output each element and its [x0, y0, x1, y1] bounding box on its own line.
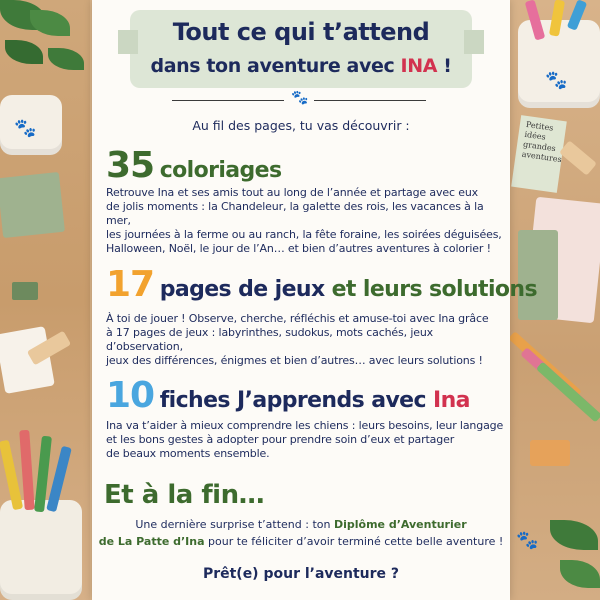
section-label: pages de jeux [159, 277, 325, 302]
binder-clip [12, 282, 38, 300]
note-line: grandes [522, 139, 557, 154]
section-fiches-title [106, 375, 470, 416]
text-line: Retrouve Ina et ses amis tout au long de l’année et partage avec eux [106, 186, 479, 199]
pencil-cup [0, 500, 82, 600]
section-coloriages-text [106, 186, 506, 256]
paw-print-icon: 🐾 [14, 118, 37, 139]
section-number: 10 [106, 375, 155, 416]
text-line: à 17 pages de jeux : labyrinthes, sudokus, mots cachés, jeux d’observation, [106, 326, 434, 353]
text-line: À toi de jouer ! Observe, cherche, réfléchis et amuse-toi avec Ina grâce [106, 312, 489, 325]
note-line: Petites [525, 119, 554, 133]
call-to-action: Prêt(e) pour l’aventure ? [202, 566, 400, 582]
paw-print-icon: 🐾 [545, 70, 568, 91]
section-label: fiches J’apprends avec [159, 388, 434, 413]
section-label-name: Ina [433, 388, 470, 413]
text-line: les journées à la ferme ou au ranch, la fête foraine, les soirées déguisées, [106, 228, 502, 241]
diploma-name: Diplôme d’Aventurier [333, 518, 467, 531]
finale-text: pour te féliciter d’avoir terminé cette belle aventure ! [204, 535, 504, 548]
section-number: 17 [106, 264, 155, 305]
title-name: INA [400, 55, 438, 77]
section-number: 35 [106, 145, 155, 186]
finale-title: Et à la fin… [104, 480, 265, 510]
pencil-sharpener [530, 440, 570, 466]
section-fiches-text [106, 419, 506, 461]
finale-text: Une dernière surprise t’attend : ton [135, 518, 334, 531]
text-line: jeux des différences, énigmes et bien d’autres… avec leurs solutions ! [106, 354, 483, 367]
text-line: de beaux moments ensemble. [106, 447, 270, 460]
title-suffix: ! [437, 55, 452, 77]
section-label-suffix: et leurs solutions [324, 277, 537, 302]
divider-left [172, 100, 284, 101]
brand-name: de La Patte d’Ina [98, 535, 205, 548]
title-prefix: dans ton aventure avec [150, 55, 401, 77]
green-card [0, 172, 65, 238]
paw-print-icon: 🐾 [516, 530, 539, 551]
finale-line-2 [92, 535, 510, 548]
text-line: de jolis moments : la Chandeleur, la galette des rois, les vacances à la mer, [106, 200, 484, 227]
section-coloriages-title [106, 145, 282, 186]
note-line: idées [523, 129, 547, 142]
section-jeux-text [106, 312, 506, 368]
note-line: aventures [521, 149, 563, 165]
text-line: Halloween, Noël, le jour de l’An… et bien d’autres aventures à colorier ! [106, 242, 491, 255]
finale-line-1 [92, 518, 510, 531]
text-line: et les bons gestes à adopter pour prendre soin d’eux et partager [106, 433, 455, 446]
intro-text: Au fil des pages, tu vas découvrir : [192, 118, 410, 133]
text-line: Ina va t’aider à mieux comprendre les chiens : leurs besoins, leur langage [106, 419, 504, 432]
paw-print-icon: 🐾 [291, 90, 309, 106]
title-line-1: Tout ce qui t’attend [172, 18, 430, 46]
title-line-2 [92, 55, 510, 77]
section-jeux-title [106, 264, 537, 305]
divider-right [314, 100, 426, 101]
section-label: coloriages [159, 158, 282, 183]
